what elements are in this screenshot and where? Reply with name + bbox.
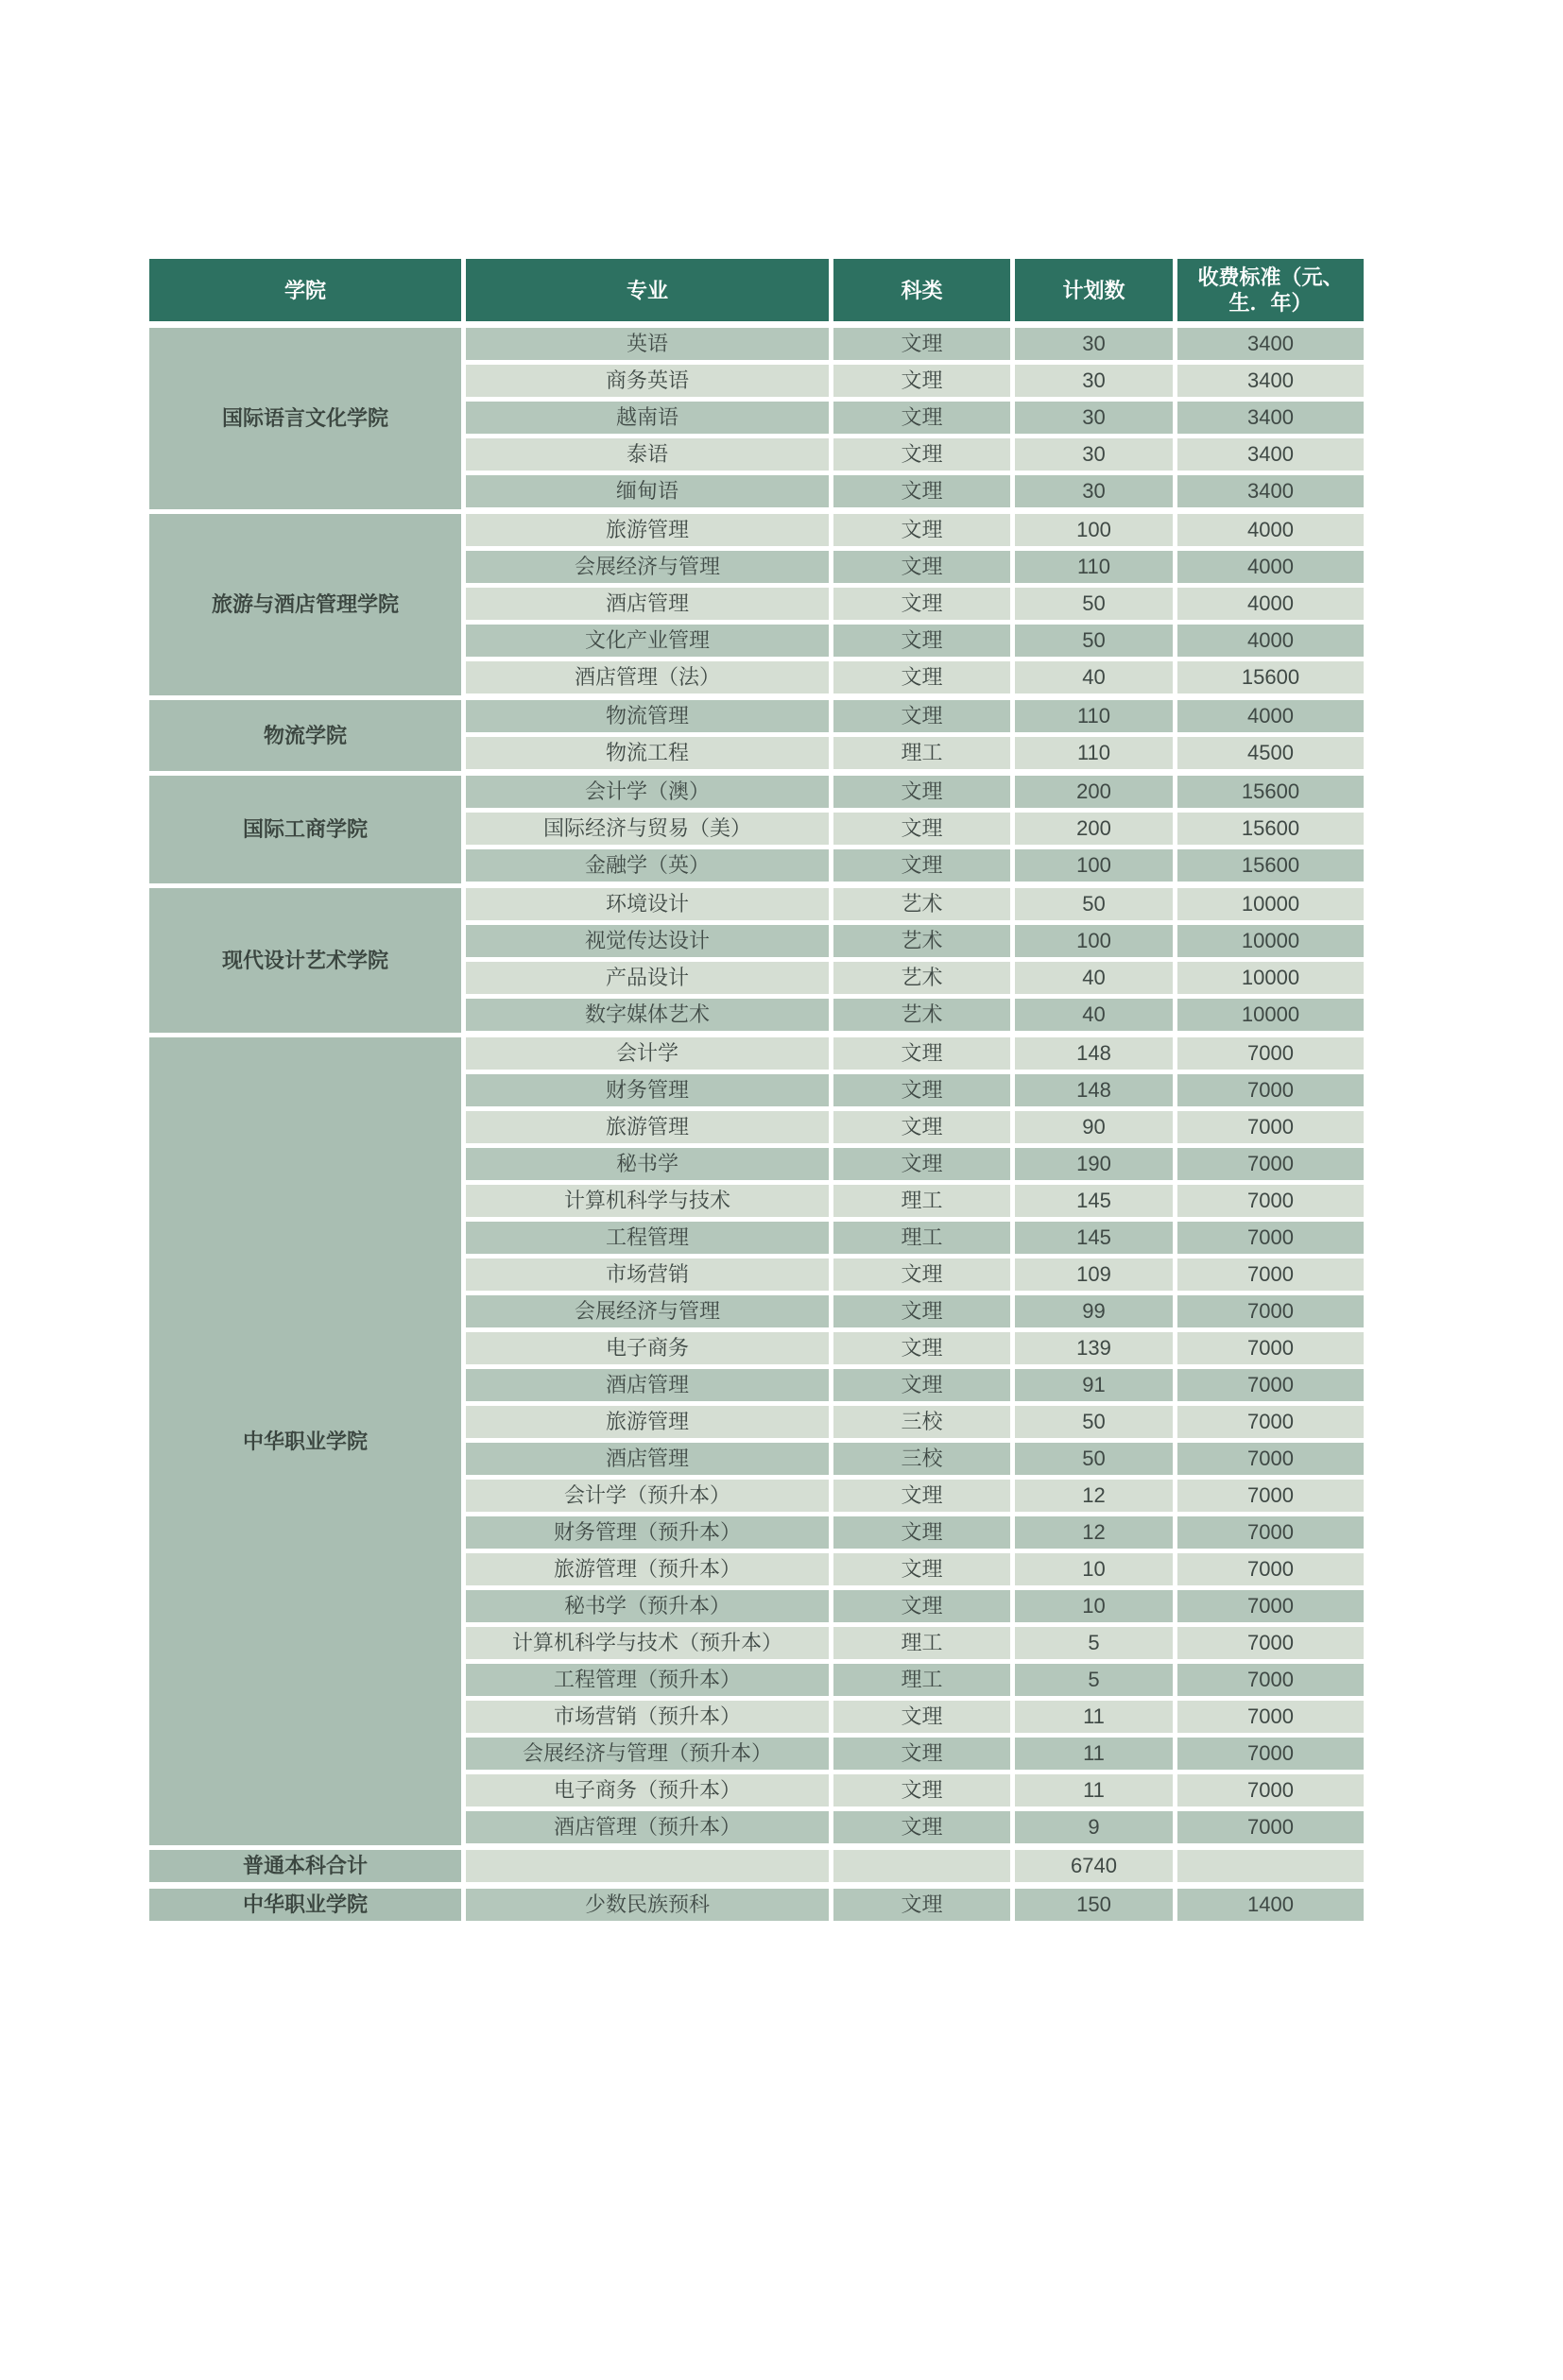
category-cell: 文理 bbox=[833, 514, 1010, 551]
plan-count-cell: 145 bbox=[1015, 1185, 1173, 1222]
category-cell: 艺术 bbox=[833, 999, 1010, 1037]
table-row bbox=[149, 888, 1364, 925]
category-cell: 文理 bbox=[833, 1111, 1010, 1148]
major-cell: 视觉传达设计 bbox=[466, 925, 829, 962]
plan-count-cell: 90 bbox=[1015, 1111, 1173, 1148]
fee-cell: 15600 bbox=[1177, 849, 1364, 888]
category-cell: 文理 bbox=[833, 661, 1010, 700]
major-cell: 越南语 bbox=[466, 402, 829, 438]
major-cell bbox=[466, 1850, 829, 1889]
fee-cell: 7000 bbox=[1177, 1811, 1364, 1850]
column-header-label: 收费标准（元、生．年） bbox=[1197, 265, 1344, 315]
fee-cell: 7000 bbox=[1177, 1553, 1364, 1590]
plan-count-cell: 40 bbox=[1015, 962, 1173, 999]
fee-cell: 7000 bbox=[1177, 1185, 1364, 1222]
major-cell: 工程管理（预升本） bbox=[466, 1664, 829, 1701]
fee-cell: 7000 bbox=[1177, 1332, 1364, 1369]
category-cell: 三校 bbox=[833, 1443, 1010, 1480]
major-cell: 酒店管理（法） bbox=[466, 661, 829, 700]
college-cell: 国际工商学院 bbox=[149, 776, 461, 888]
category-cell: 文理 bbox=[833, 1332, 1010, 1369]
fee-cell: 4000 bbox=[1177, 700, 1364, 737]
major-cell: 旅游管理 bbox=[466, 514, 829, 551]
plan-count-cell: 200 bbox=[1015, 776, 1173, 813]
plan-count-cell: 30 bbox=[1015, 438, 1173, 475]
major-cell: 市场营销 bbox=[466, 1258, 829, 1295]
major-cell: 商务英语 bbox=[466, 365, 829, 402]
enrollment-plan-table bbox=[145, 259, 1368, 1927]
major-cell: 缅甸语 bbox=[466, 475, 829, 514]
category-cell: 文理 bbox=[833, 551, 1010, 588]
fee-cell: 7000 bbox=[1177, 1443, 1364, 1480]
plan-count-cell: 100 bbox=[1015, 849, 1173, 888]
table-row bbox=[149, 776, 1364, 813]
plan-count-cell: 100 bbox=[1015, 925, 1173, 962]
plan-count-cell: 200 bbox=[1015, 813, 1173, 849]
plan-count-cell: 109 bbox=[1015, 1258, 1173, 1295]
category-cell: 文理 bbox=[833, 1074, 1010, 1111]
plan-count-cell: 12 bbox=[1015, 1480, 1173, 1516]
fee-cell: 10000 bbox=[1177, 962, 1364, 999]
fee-cell: 3400 bbox=[1177, 475, 1364, 514]
category-cell: 文理 bbox=[833, 849, 1010, 888]
college-cell: 旅游与酒店管理学院 bbox=[149, 514, 461, 700]
fee-cell: 7000 bbox=[1177, 1148, 1364, 1185]
plan-count-cell: 150 bbox=[1015, 1889, 1173, 1927]
major-cell: 工程管理 bbox=[466, 1222, 829, 1258]
plan-count-cell: 50 bbox=[1015, 625, 1173, 661]
major-cell: 会展经济与管理 bbox=[466, 551, 829, 588]
category-cell: 文理 bbox=[833, 1295, 1010, 1332]
column-header-1 bbox=[466, 259, 829, 328]
plan-count-cell: 9 bbox=[1015, 1811, 1173, 1850]
category-cell: 艺术 bbox=[833, 925, 1010, 962]
plan-count-cell: 30 bbox=[1015, 328, 1173, 365]
category-cell: 文理 bbox=[833, 328, 1010, 365]
column-header-label: 计划数 bbox=[1062, 278, 1125, 302]
fee-cell: 7000 bbox=[1177, 1222, 1364, 1258]
plan-count-cell: 50 bbox=[1015, 1406, 1173, 1443]
fee-cell: 3400 bbox=[1177, 328, 1364, 365]
plan-count-cell: 50 bbox=[1015, 888, 1173, 925]
major-cell: 金融学（英） bbox=[466, 849, 829, 888]
category-cell: 文理 bbox=[833, 813, 1010, 849]
header-row bbox=[149, 259, 1364, 328]
category-cell: 文理 bbox=[833, 1516, 1010, 1553]
fee-cell: 7000 bbox=[1177, 1701, 1364, 1738]
category-cell: 文理 bbox=[833, 588, 1010, 625]
category-cell: 文理 bbox=[833, 1774, 1010, 1811]
table-row bbox=[149, 514, 1364, 551]
major-cell: 产品设计 bbox=[466, 962, 829, 999]
table-row bbox=[149, 328, 1364, 365]
major-cell: 旅游管理 bbox=[466, 1111, 829, 1148]
fee-cell: 3400 bbox=[1177, 365, 1364, 402]
category-cell: 理工 bbox=[833, 1627, 1010, 1664]
major-cell: 物流管理 bbox=[466, 700, 829, 737]
major-cell: 旅游管理 bbox=[466, 1406, 829, 1443]
fee-cell: 7000 bbox=[1177, 1738, 1364, 1774]
fee-cell: 4500 bbox=[1177, 737, 1364, 776]
college-cell: 中华职业学院 bbox=[149, 1037, 461, 1850]
fee-cell: 7000 bbox=[1177, 1295, 1364, 1332]
plan-count-cell: 11 bbox=[1015, 1738, 1173, 1774]
plan-count-cell: 6740 bbox=[1015, 1850, 1173, 1889]
category-cell: 文理 bbox=[833, 776, 1010, 813]
category-cell bbox=[833, 1850, 1010, 1889]
fee-cell: 10000 bbox=[1177, 888, 1364, 925]
category-cell: 理工 bbox=[833, 1222, 1010, 1258]
category-cell: 文理 bbox=[833, 1037, 1010, 1074]
major-cell: 英语 bbox=[466, 328, 829, 365]
fee-cell: 3400 bbox=[1177, 438, 1364, 475]
major-cell: 国际经济与贸易（美） bbox=[466, 813, 829, 849]
plan-count-cell: 110 bbox=[1015, 551, 1173, 588]
category-cell: 理工 bbox=[833, 1664, 1010, 1701]
fee-cell: 4000 bbox=[1177, 514, 1364, 551]
major-cell: 秘书学（预升本） bbox=[466, 1590, 829, 1627]
major-cell: 酒店管理 bbox=[466, 588, 829, 625]
plan-count-cell: 30 bbox=[1015, 365, 1173, 402]
column-header-label: 专业 bbox=[626, 278, 668, 302]
fee-cell: 4000 bbox=[1177, 588, 1364, 625]
plan-count-cell: 40 bbox=[1015, 661, 1173, 700]
plan-count-cell: 100 bbox=[1015, 514, 1173, 551]
college-cell: 普通本科合计 bbox=[149, 1850, 461, 1889]
category-cell: 文理 bbox=[833, 475, 1010, 514]
major-cell: 财务管理 bbox=[466, 1074, 829, 1111]
plan-count-cell: 40 bbox=[1015, 999, 1173, 1037]
table-header bbox=[149, 259, 1364, 328]
fee-cell: 7000 bbox=[1177, 1037, 1364, 1074]
fee-cell: 7000 bbox=[1177, 1111, 1364, 1148]
category-cell: 艺术 bbox=[833, 962, 1010, 999]
major-cell: 会展经济与管理 bbox=[466, 1295, 829, 1332]
column-header-4 bbox=[1177, 259, 1364, 328]
plan-count-cell: 30 bbox=[1015, 475, 1173, 514]
college-cell: 物流学院 bbox=[149, 700, 461, 776]
fee-cell: 3400 bbox=[1177, 402, 1364, 438]
fee-cell: 7000 bbox=[1177, 1627, 1364, 1664]
category-cell: 文理 bbox=[833, 700, 1010, 737]
table-row bbox=[149, 1889, 1364, 1927]
major-cell: 泰语 bbox=[466, 438, 829, 475]
category-cell: 理工 bbox=[833, 1185, 1010, 1222]
category-cell: 艺术 bbox=[833, 888, 1010, 925]
fee-cell: 4000 bbox=[1177, 551, 1364, 588]
college-cell: 国际语言文化学院 bbox=[149, 328, 461, 514]
table-row bbox=[149, 700, 1364, 737]
major-cell: 数字媒体艺术 bbox=[466, 999, 829, 1037]
fee-cell: 15600 bbox=[1177, 813, 1364, 849]
plan-count-cell: 5 bbox=[1015, 1664, 1173, 1701]
plan-count-cell: 10 bbox=[1015, 1553, 1173, 1590]
plan-count-cell: 12 bbox=[1015, 1516, 1173, 1553]
fee-cell: 7000 bbox=[1177, 1590, 1364, 1627]
column-header-0 bbox=[149, 259, 461, 328]
fee-cell: 7000 bbox=[1177, 1406, 1364, 1443]
plan-count-cell: 10 bbox=[1015, 1590, 1173, 1627]
fee-cell: 7000 bbox=[1177, 1258, 1364, 1295]
college-cell: 中华职业学院 bbox=[149, 1889, 461, 1927]
plan-count-cell: 50 bbox=[1015, 1443, 1173, 1480]
category-cell: 文理 bbox=[833, 1889, 1010, 1927]
column-header-label: 学院 bbox=[283, 278, 326, 302]
major-cell: 秘书学 bbox=[466, 1148, 829, 1185]
major-cell: 财务管理（预升本） bbox=[466, 1516, 829, 1553]
major-cell: 环境设计 bbox=[466, 888, 829, 925]
major-cell: 计算机科学与技术 bbox=[466, 1185, 829, 1222]
plan-count-cell: 110 bbox=[1015, 700, 1173, 737]
column-header-3 bbox=[1015, 259, 1173, 328]
fee-cell: 7000 bbox=[1177, 1664, 1364, 1701]
fee-cell: 10000 bbox=[1177, 999, 1364, 1037]
plan-count-cell: 30 bbox=[1015, 402, 1173, 438]
category-cell: 文理 bbox=[833, 1553, 1010, 1590]
category-cell: 文理 bbox=[833, 1369, 1010, 1406]
major-cell: 酒店管理（预升本） bbox=[466, 1811, 829, 1850]
fee-cell: 1400 bbox=[1177, 1889, 1364, 1927]
category-cell: 文理 bbox=[833, 1811, 1010, 1850]
major-cell: 会计学（预升本） bbox=[466, 1480, 829, 1516]
category-cell: 三校 bbox=[833, 1406, 1010, 1443]
major-cell: 会计学（澳） bbox=[466, 776, 829, 813]
category-cell: 文理 bbox=[833, 438, 1010, 475]
major-cell: 电子商务（预升本） bbox=[466, 1774, 829, 1811]
category-cell: 文理 bbox=[833, 1738, 1010, 1774]
plan-count-cell: 11 bbox=[1015, 1774, 1173, 1811]
plan-count-cell: 110 bbox=[1015, 737, 1173, 776]
fee-cell: 7000 bbox=[1177, 1480, 1364, 1516]
major-cell: 酒店管理 bbox=[466, 1443, 829, 1480]
major-cell: 市场营销（预升本） bbox=[466, 1701, 829, 1738]
major-cell: 电子商务 bbox=[466, 1332, 829, 1369]
fee-cell: 15600 bbox=[1177, 661, 1364, 700]
major-cell: 物流工程 bbox=[466, 737, 829, 776]
column-header-2 bbox=[833, 259, 1010, 328]
category-cell: 理工 bbox=[833, 737, 1010, 776]
plan-count-cell: 11 bbox=[1015, 1701, 1173, 1738]
table-row bbox=[149, 1850, 1364, 1889]
major-cell: 计算机科学与技术（预升本） bbox=[466, 1627, 829, 1664]
plan-count-cell: 145 bbox=[1015, 1222, 1173, 1258]
category-cell: 文理 bbox=[833, 625, 1010, 661]
category-cell: 文理 bbox=[833, 1590, 1010, 1627]
table-row bbox=[149, 1037, 1364, 1074]
college-cell: 现代设计艺术学院 bbox=[149, 888, 461, 1037]
plan-count-cell: 50 bbox=[1015, 588, 1173, 625]
plan-count-cell: 148 bbox=[1015, 1037, 1173, 1074]
fee-cell: 7000 bbox=[1177, 1516, 1364, 1553]
category-cell: 文理 bbox=[833, 365, 1010, 402]
fee-cell: 4000 bbox=[1177, 625, 1364, 661]
category-cell: 文理 bbox=[833, 402, 1010, 438]
major-cell: 少数民族预科 bbox=[466, 1889, 829, 1927]
fee-cell bbox=[1177, 1850, 1364, 1889]
fee-cell: 10000 bbox=[1177, 925, 1364, 962]
fee-cell: 7000 bbox=[1177, 1074, 1364, 1111]
plan-count-cell: 139 bbox=[1015, 1332, 1173, 1369]
plan-count-cell: 148 bbox=[1015, 1074, 1173, 1111]
fee-cell: 7000 bbox=[1177, 1369, 1364, 1406]
category-cell: 文理 bbox=[833, 1701, 1010, 1738]
category-cell: 文理 bbox=[833, 1480, 1010, 1516]
plan-count-cell: 99 bbox=[1015, 1295, 1173, 1332]
category-cell: 文理 bbox=[833, 1148, 1010, 1185]
plan-count-cell: 5 bbox=[1015, 1627, 1173, 1664]
fee-cell: 7000 bbox=[1177, 1774, 1364, 1811]
major-cell: 文化产业管理 bbox=[466, 625, 829, 661]
document-page bbox=[0, 259, 1563, 2380]
table-body bbox=[149, 328, 1364, 1927]
category-cell: 文理 bbox=[833, 1258, 1010, 1295]
major-cell: 会展经济与管理（预升本） bbox=[466, 1738, 829, 1774]
fee-cell: 15600 bbox=[1177, 776, 1364, 813]
major-cell: 酒店管理 bbox=[466, 1369, 829, 1406]
plan-count-cell: 91 bbox=[1015, 1369, 1173, 1406]
plan-count-cell: 190 bbox=[1015, 1148, 1173, 1185]
major-cell: 会计学 bbox=[466, 1037, 829, 1074]
major-cell: 旅游管理（预升本） bbox=[466, 1553, 829, 1590]
column-header-label: 科类 bbox=[901, 278, 943, 302]
